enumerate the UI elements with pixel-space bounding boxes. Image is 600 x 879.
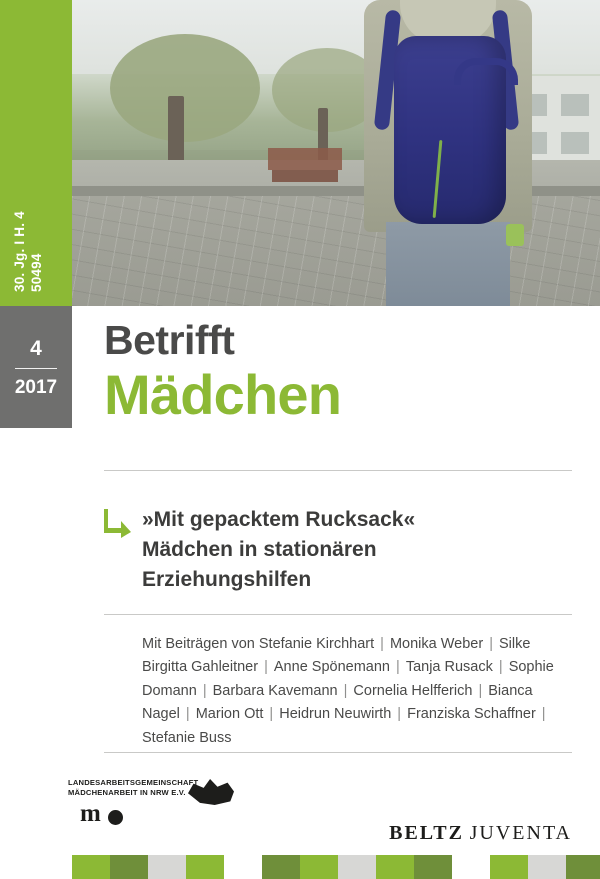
spine-issue-badge bbox=[0, 306, 72, 428]
contributor-separator: | bbox=[393, 706, 406, 723]
spine-green-band bbox=[0, 0, 72, 306]
issue-headline-line3: Erziehungshilfen bbox=[142, 568, 312, 592]
spine-column bbox=[0, 0, 72, 879]
contributor-name: Bianca Nagel bbox=[142, 682, 533, 723]
divider-bottom bbox=[104, 752, 572, 753]
lag-logo-text bbox=[68, 778, 198, 799]
contributor-separator: | bbox=[391, 659, 404, 676]
cover-photo bbox=[72, 0, 600, 306]
lag-logo bbox=[68, 778, 258, 838]
contributor-separator: | bbox=[537, 706, 546, 723]
journal-title bbox=[104, 318, 341, 425]
spine-issue-number: 4 bbox=[30, 336, 42, 360]
contributor-name: Anne Spönemann bbox=[273, 659, 390, 676]
contributor-name: Silke Birgitta Gahleitner bbox=[142, 636, 531, 676]
divider-middle bbox=[104, 614, 572, 615]
color-bar-segment bbox=[110, 855, 148, 879]
lag-logo-dot bbox=[108, 810, 123, 825]
lag-logo-line2: MÄDCHENARBEIT IN NRW E.V. bbox=[68, 788, 186, 798]
color-bar-segment bbox=[224, 855, 262, 879]
contributor-name: Franziska Schaffner bbox=[407, 706, 536, 723]
journal-title-line1: Betrifft bbox=[104, 317, 235, 363]
photo-bench bbox=[268, 148, 342, 170]
color-bar-segment bbox=[148, 855, 186, 879]
contributors-list bbox=[142, 633, 566, 750]
divider-top bbox=[104, 470, 572, 471]
contributor-name: Heidrun Neuwirth bbox=[279, 706, 392, 723]
issue-headline-line2: Mädchen in stationären bbox=[142, 538, 377, 562]
journal-title-line2: Mädchen bbox=[104, 363, 342, 427]
bottom-color-bar bbox=[0, 855, 600, 879]
contributor-name: Stefanie Buss bbox=[142, 729, 232, 746]
color-bar-segment bbox=[490, 855, 528, 879]
contributor-separator: | bbox=[198, 682, 211, 699]
color-bar-segment bbox=[528, 855, 566, 879]
contributor-separator: | bbox=[474, 682, 487, 699]
contributor-separator: | bbox=[494, 659, 507, 676]
lag-logo-line1: LANDESARBEITSGEMEINSCHAFT bbox=[68, 778, 199, 787]
color-bar-segment bbox=[300, 855, 338, 879]
spine-issue-year: 2017 bbox=[14, 376, 58, 398]
contributor-name: Tanja Rusack bbox=[405, 659, 493, 676]
arrow-down-right-icon bbox=[104, 508, 132, 538]
contributor-name: Stefanie Kirchhart bbox=[258, 636, 375, 652]
spine-code-line: 50494 bbox=[28, 253, 44, 292]
color-bar-segment bbox=[414, 855, 452, 879]
color-bar-segment bbox=[338, 855, 376, 879]
photo-backpack bbox=[394, 36, 506, 224]
photo-person-with-backpack bbox=[364, 0, 532, 306]
contributor-name: Marion Ott bbox=[195, 706, 264, 723]
color-bar-segment bbox=[0, 855, 72, 879]
contributor-name: Barbara Kavemann bbox=[212, 682, 338, 699]
contributor-separator: | bbox=[339, 682, 352, 699]
color-bar-segment bbox=[186, 855, 224, 879]
photo-backpack-handle bbox=[454, 58, 518, 85]
contributors-prefix: Mit Beiträgen von bbox=[142, 636, 259, 652]
color-bar-segment bbox=[566, 855, 600, 879]
color-bar-segment bbox=[262, 855, 300, 879]
spine-volume-info bbox=[0, 0, 72, 306]
contributor-separator: | bbox=[265, 706, 278, 723]
contributor-separator: | bbox=[181, 706, 194, 723]
contributor-name: Monika Weber bbox=[389, 636, 484, 652]
lag-logo-mark: m bbox=[80, 800, 101, 827]
spine-volume-line: 30. Jg. I H. 4 bbox=[12, 211, 27, 292]
publisher-name-1: BELTZ bbox=[389, 822, 464, 844]
photo-tree-canopy bbox=[110, 34, 260, 142]
photo-backpack-zipper bbox=[433, 140, 443, 218]
contributor-name: Sophie Domann bbox=[142, 659, 554, 699]
contributor-name: Cornelia Helfferich bbox=[353, 682, 473, 699]
issue-headline-line1: »Mit gepacktem Rucksack« bbox=[142, 508, 416, 531]
contributor-separator: | bbox=[485, 636, 498, 652]
publisher-logo bbox=[389, 822, 572, 845]
color-bar-segment bbox=[376, 855, 414, 879]
contributor-separator: | bbox=[260, 659, 272, 676]
photo-backpack-tab bbox=[506, 224, 524, 246]
issue-headline bbox=[142, 505, 562, 595]
color-bar-segment bbox=[72, 855, 110, 879]
publisher-name-2: JUVENTA bbox=[469, 822, 572, 844]
color-bar-segment bbox=[452, 855, 490, 879]
photo-jeans bbox=[386, 222, 510, 306]
spine-divider bbox=[15, 368, 57, 369]
contributor-separator: | bbox=[376, 636, 388, 652]
